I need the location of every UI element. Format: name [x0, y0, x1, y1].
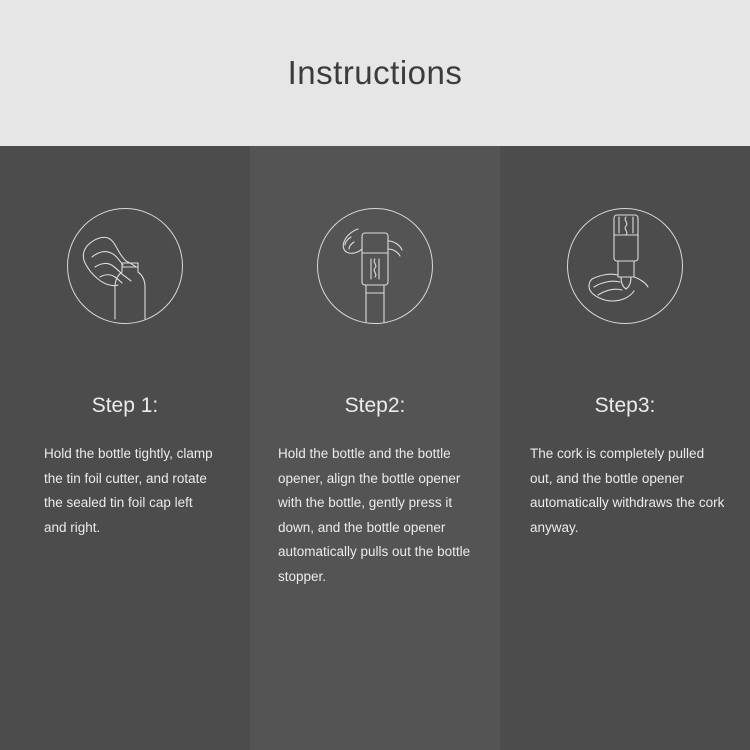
step-3-icon-wrap [500, 186, 750, 346]
step-2-title: Step2: [344, 394, 406, 417]
hand-pressing-opener-on-bottle-icon [317, 208, 433, 324]
step-2-description: Hold the bottle and the bottle opener, align the bottle opener with the bottle, gently press it down, and the bottle opener automatically pulls out the bottle stopper. [278, 446, 471, 584]
step-panel-2 [250, 146, 500, 750]
step-1-description: Hold the bottle tightly, clamp the tin foil cutter, and rotate the sealed tin foil cap left and right. [44, 446, 213, 535]
step-panel-1 [0, 146, 250, 750]
step-3-description: The cork is completely pulled out, and the bottle opener automatically withdraws the cork anyway. [530, 446, 725, 535]
step-1-icon-wrap [0, 186, 250, 346]
step-1-title: Step 1: [91, 394, 159, 417]
hand-holding-opener-with-cork-icon [567, 208, 683, 324]
step-2-icon-wrap [250, 186, 500, 346]
step-panel-3 [500, 146, 750, 750]
page-header [0, 0, 750, 146]
step-3-title: Step3: [594, 394, 656, 417]
steps-container [0, 146, 750, 750]
page-title: Instructions [287, 54, 463, 91]
hand-twisting-foil-cutter-on-bottle-icon [67, 208, 183, 324]
